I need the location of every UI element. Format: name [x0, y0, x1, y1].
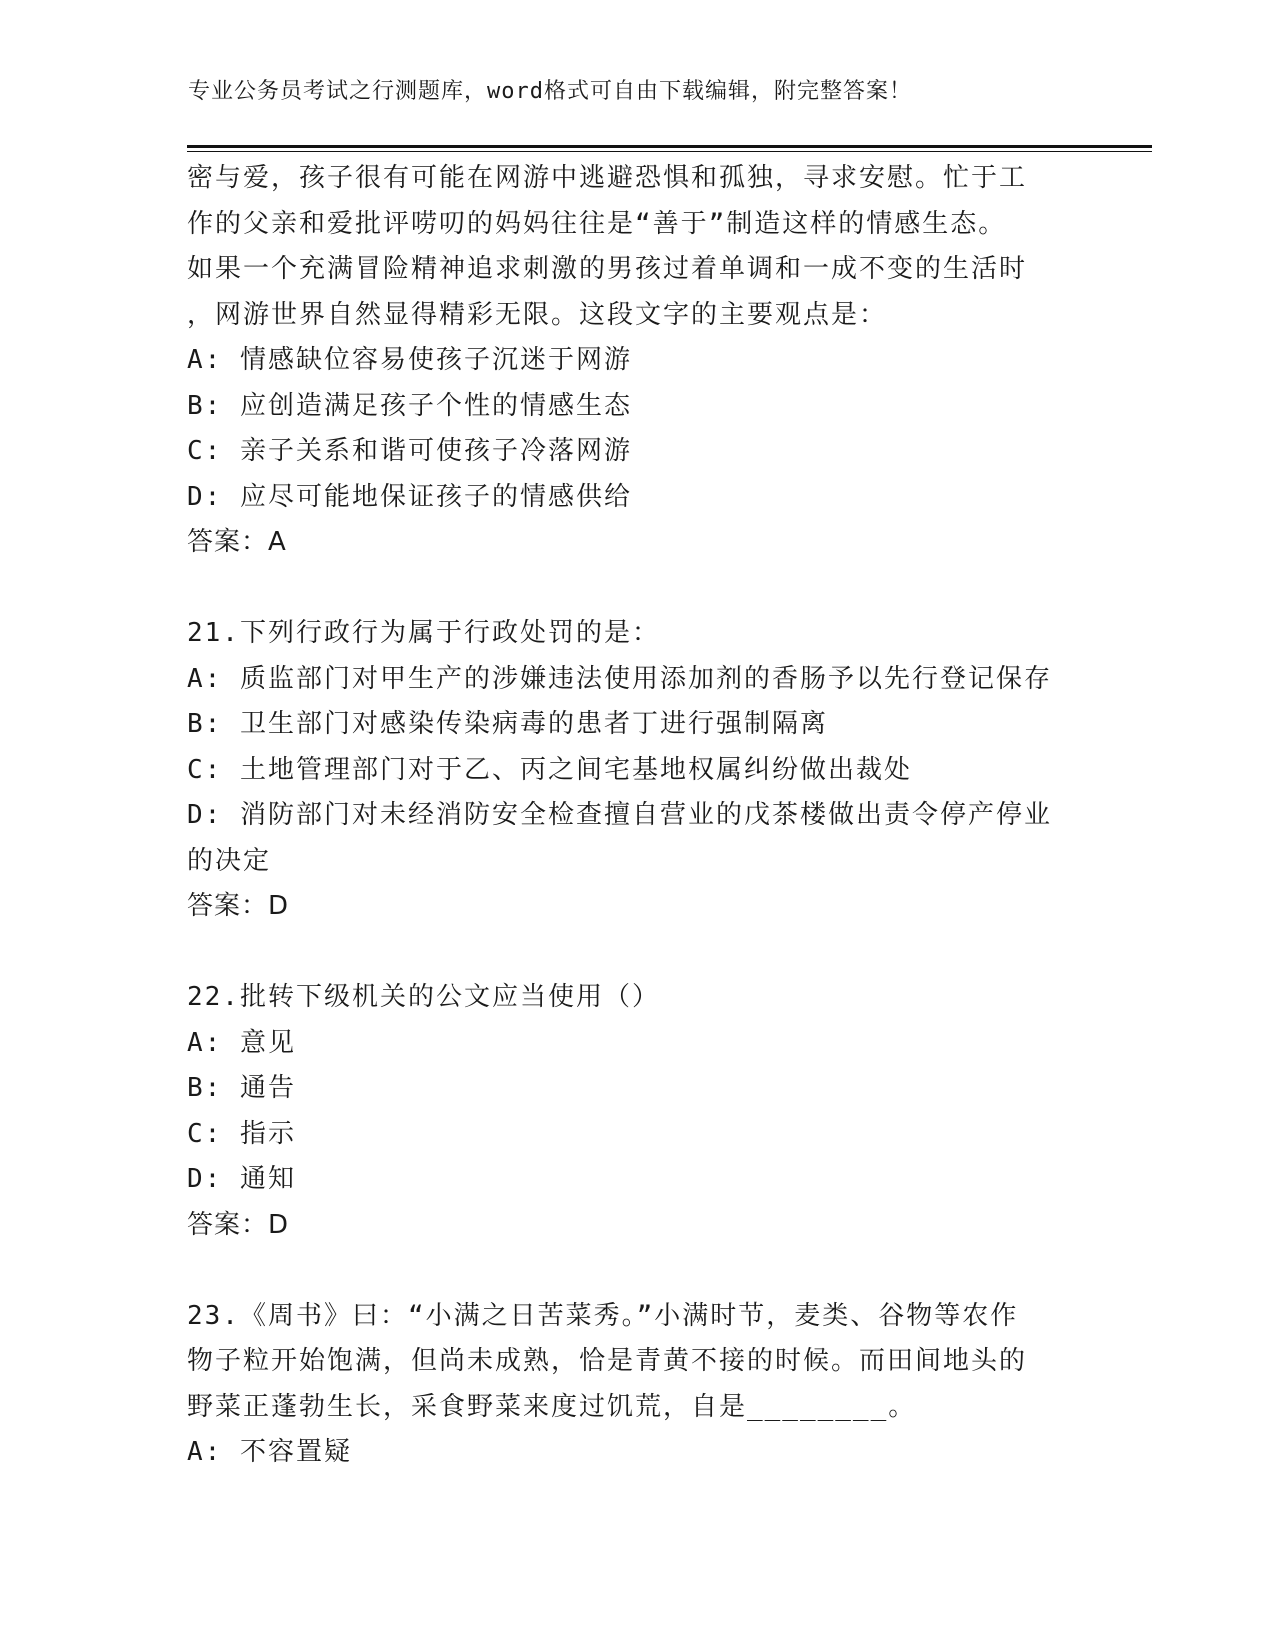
- spacer: [187, 930, 1087, 976]
- option-d: D: 消防部门对未经消防安全检查擅自营业的戊茶楼做出责令停产停业: [187, 800, 1052, 830]
- page-header: 专业公务员考试之行测题库，word格式可自由下载编辑，附完整答案！: [188, 79, 912, 104]
- option-c: C: 土地管理部门对于乙、丙之间宅基地权属纠纷做出裁处: [187, 754, 912, 785]
- option-a: A: 情感缺位容易使孩子沉迷于网游: [187, 345, 632, 375]
- question-21: [187, 611, 1087, 930]
- document-body: [187, 156, 1087, 1476]
- question-stem-line: 21.下列行政行为属于行政处罚的是：: [187, 618, 660, 648]
- question-23: [187, 1294, 1087, 1476]
- header-rule-thin: [187, 151, 1152, 152]
- option-d: D: 应尽可能地保证孩子的情感供给: [187, 481, 632, 512]
- question-22: [187, 975, 1087, 1248]
- option-b: B: 通告: [187, 1073, 296, 1103]
- option-b: B: 卫生部门对感染传染病毒的患者丁进行强制隔离: [187, 709, 828, 739]
- answer-line: 答案：D: [187, 1209, 290, 1240]
- spacer: [187, 1248, 1087, 1294]
- question-stem-line: 22.批转下级机关的公文应当使用（）: [187, 982, 660, 1012]
- option-a: A: 意见: [187, 1027, 296, 1058]
- option-a: A: 不容置疑: [187, 1437, 352, 1467]
- option-c: C: 指示: [187, 1118, 296, 1149]
- question-stem-line: 如果一个充满冒险精神追求刺激的男孩过着单调和一成不变的生活时: [187, 254, 1028, 284]
- answer-line: 答案：D: [187, 891, 290, 921]
- option-d: D: 通知: [187, 1164, 296, 1194]
- question-stem-line: 物子粒开始饱满，但尚未成熟，恰是青黄不接的时候。而田间地头的: [187, 1346, 1028, 1376]
- question-stem-line: 作的父亲和爱批评唠叨的妈妈往往是“善于”制造这样的情感生态。: [187, 208, 1007, 239]
- header-rule-thick: [187, 145, 1152, 148]
- question-stem-line: 野菜正蓬勃生长，采食野菜来度过饥荒，自是________。: [187, 1391, 917, 1422]
- option-b: B: 应创造满足孩子个性的情感生态: [187, 390, 632, 421]
- option-d-continued: 的决定: [187, 845, 272, 876]
- question-stem-line: ，网游世界自然显得精彩无限。这段文字的主要观点是：: [187, 299, 888, 330]
- option-c: C: 亲子关系和谐可使孩子冷落网游: [187, 436, 632, 466]
- question-stem-line: 密与爱，孩子很有可能在网游中逃避恐惧和孤独，寻求安慰。忙于工: [187, 163, 1028, 193]
- answer-line: 答案：A: [187, 527, 287, 557]
- question-20: [187, 156, 1087, 566]
- question-stem-line: 23.《周书》曰：“小满之日苦菜秀。”小满时节，麦类、谷物等农作: [187, 1300, 1019, 1331]
- spacer: [187, 566, 1087, 612]
- option-a: A: 质监部门对甲生产的涉嫌违法使用添加剂的香肠予以先行登记保存: [187, 663, 1052, 694]
